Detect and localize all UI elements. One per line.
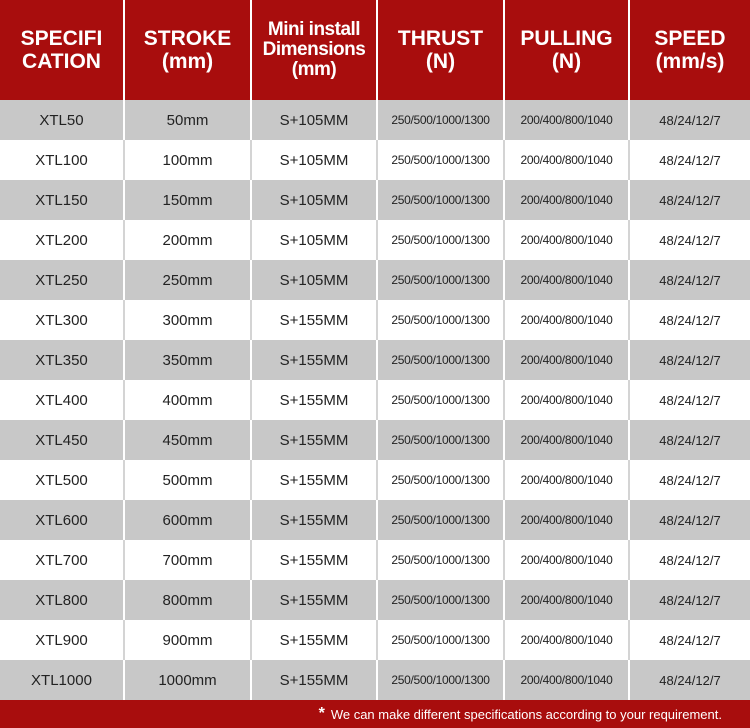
header-line: (mm/s) (655, 50, 725, 73)
cell-speed: 48/24/12/7 (629, 140, 750, 180)
footer-note-bar (0, 700, 750, 728)
cell-pulling: 200/400/800/1040 (504, 340, 629, 380)
cell-pulling: 200/400/800/1040 (504, 220, 629, 260)
header-line: (mm) (161, 50, 214, 73)
header-line: (N) (551, 50, 582, 73)
cell-speed: 48/24/12/7 (629, 100, 750, 140)
cell-pulling: 200/400/800/1040 (504, 540, 629, 580)
header-line: SPEED (654, 27, 726, 50)
cell-pulling: 200/400/800/1040 (504, 620, 629, 660)
table-body (0, 100, 750, 700)
cell-thrust: 250/500/1000/1300 (377, 140, 504, 180)
cell-speed: 48/24/12/7 (629, 420, 750, 460)
cell-install-dimension: S+105MM (251, 260, 377, 300)
cell-stroke: 250mm (124, 260, 251, 300)
cell-stroke: 350mm (124, 340, 251, 380)
cell-install-dimension: S+155MM (251, 420, 377, 460)
cell-model: XTL600 (0, 500, 124, 540)
cell-model: XTL1000 (0, 660, 124, 700)
cell-speed: 48/24/12/7 (629, 500, 750, 540)
cell-model: XTL700 (0, 540, 124, 580)
header-line: SPECIFI (20, 27, 103, 50)
cell-pulling: 200/400/800/1040 (504, 260, 629, 300)
cell-install-dimension: S+105MM (251, 100, 377, 140)
cell-stroke: 150mm (124, 180, 251, 220)
cell-thrust: 250/500/1000/1300 (377, 100, 504, 140)
cell-model: XTL200 (0, 220, 124, 260)
header-stroke (124, 0, 251, 100)
cell-pulling: 200/400/800/1040 (504, 180, 629, 220)
cell-thrust: 250/500/1000/1300 (377, 300, 504, 340)
cell-model: XTL500 (0, 460, 124, 500)
cell-pulling: 200/400/800/1040 (504, 580, 629, 620)
cell-thrust: 250/500/1000/1300 (377, 460, 504, 500)
cell-install-dimension: S+105MM (251, 220, 377, 260)
cell-thrust: 250/500/1000/1300 (377, 420, 504, 460)
cell-model: XTL900 (0, 620, 124, 660)
cell-stroke: 700mm (124, 540, 251, 580)
cell-model: XTL100 (0, 140, 124, 180)
cell-install-dimension: S+155MM (251, 380, 377, 420)
cell-speed: 48/24/12/7 (629, 380, 750, 420)
table-row (0, 540, 750, 580)
cell-thrust: 250/500/1000/1300 (377, 220, 504, 260)
header-line: CATION (22, 50, 101, 73)
header-line: (mm) (291, 59, 337, 80)
header-line: STROKE (143, 27, 232, 50)
cell-speed: 48/24/12/7 (629, 620, 750, 660)
header-line: Mini install (267, 19, 361, 40)
table-row (0, 300, 750, 340)
cell-install-dimension: S+155MM (251, 540, 377, 580)
cell-install-dimension: S+105MM (251, 180, 377, 220)
cell-thrust: 250/500/1000/1300 (377, 500, 504, 540)
cell-pulling: 200/400/800/1040 (504, 460, 629, 500)
header-speed (629, 0, 750, 100)
cell-stroke: 450mm (124, 420, 251, 460)
table-row (0, 460, 750, 500)
cell-model: XTL50 (0, 100, 124, 140)
table-row (0, 340, 750, 380)
table-row (0, 180, 750, 220)
cell-speed: 48/24/12/7 (629, 180, 750, 220)
table-row (0, 580, 750, 620)
cell-thrust: 250/500/1000/1300 (377, 540, 504, 580)
cell-speed: 48/24/12/7 (629, 580, 750, 620)
header-specification (0, 0, 124, 100)
header-line: PULLING (520, 27, 613, 50)
cell-install-dimension: S+155MM (251, 620, 377, 660)
cell-pulling: 200/400/800/1040 (504, 380, 629, 420)
cell-model: XTL400 (0, 380, 124, 420)
cell-install-dimension: S+155MM (251, 500, 377, 540)
table-row (0, 380, 750, 420)
header-line: (N) (425, 50, 456, 73)
table-row (0, 620, 750, 660)
footer-note: We can make different specifications according to your requirement. (330, 706, 722, 722)
cell-pulling: 200/400/800/1040 (504, 660, 629, 700)
cell-stroke: 200mm (124, 220, 251, 260)
cell-model: XTL250 (0, 260, 124, 300)
cell-pulling: 200/400/800/1040 (504, 300, 629, 340)
header-thrust (377, 0, 504, 100)
cell-speed: 48/24/12/7 (629, 460, 750, 500)
table-row (0, 100, 750, 140)
cell-install-dimension: S+105MM (251, 140, 377, 180)
table-row (0, 140, 750, 180)
header-line: Dimensions (262, 39, 366, 60)
cell-pulling: 200/400/800/1040 (504, 140, 629, 180)
cell-thrust: 250/500/1000/1300 (377, 620, 504, 660)
cell-stroke: 400mm (124, 380, 251, 420)
table-row (0, 220, 750, 260)
header-install-dimensions (251, 0, 377, 100)
cell-thrust: 250/500/1000/1300 (377, 580, 504, 620)
table-row (0, 260, 750, 300)
cell-speed: 48/24/12/7 (629, 260, 750, 300)
cell-pulling: 200/400/800/1040 (504, 420, 629, 460)
cell-stroke: 1000mm (124, 660, 251, 700)
cell-model: XTL150 (0, 180, 124, 220)
cell-thrust: 250/500/1000/1300 (377, 180, 504, 220)
cell-stroke: 500mm (124, 460, 251, 500)
cell-thrust: 250/500/1000/1300 (377, 260, 504, 300)
cell-install-dimension: S+155MM (251, 660, 377, 700)
cell-model: XTL350 (0, 340, 124, 380)
cell-install-dimension: S+155MM (251, 460, 377, 500)
header-line: THRUST (397, 27, 484, 50)
cell-thrust: 250/500/1000/1300 (377, 340, 504, 380)
cell-install-dimension: S+155MM (251, 340, 377, 380)
cell-thrust: 250/500/1000/1300 (377, 660, 504, 700)
cell-stroke: 300mm (124, 300, 251, 340)
asterisk-icon: * (318, 705, 325, 722)
cell-install-dimension: S+155MM (251, 580, 377, 620)
cell-speed: 48/24/12/7 (629, 300, 750, 340)
cell-speed: 48/24/12/7 (629, 660, 750, 700)
table-row (0, 660, 750, 700)
cell-speed: 48/24/12/7 (629, 340, 750, 380)
cell-stroke: 600mm (124, 500, 251, 540)
table-row (0, 500, 750, 540)
cell-thrust: 250/500/1000/1300 (377, 380, 504, 420)
table-row (0, 420, 750, 460)
cell-pulling: 200/400/800/1040 (504, 500, 629, 540)
cell-speed: 48/24/12/7 (629, 220, 750, 260)
cell-stroke: 800mm (124, 580, 251, 620)
cell-speed: 48/24/12/7 (629, 540, 750, 580)
cell-pulling: 200/400/800/1040 (504, 100, 629, 140)
header-pulling (504, 0, 629, 100)
table-header (0, 0, 750, 100)
cell-install-dimension: S+155MM (251, 300, 377, 340)
cell-model: XTL300 (0, 300, 124, 340)
cell-stroke: 900mm (124, 620, 251, 660)
cell-model: XTL800 (0, 580, 124, 620)
cell-model: XTL450 (0, 420, 124, 460)
cell-stroke: 50mm (124, 100, 251, 140)
cell-stroke: 100mm (124, 140, 251, 180)
